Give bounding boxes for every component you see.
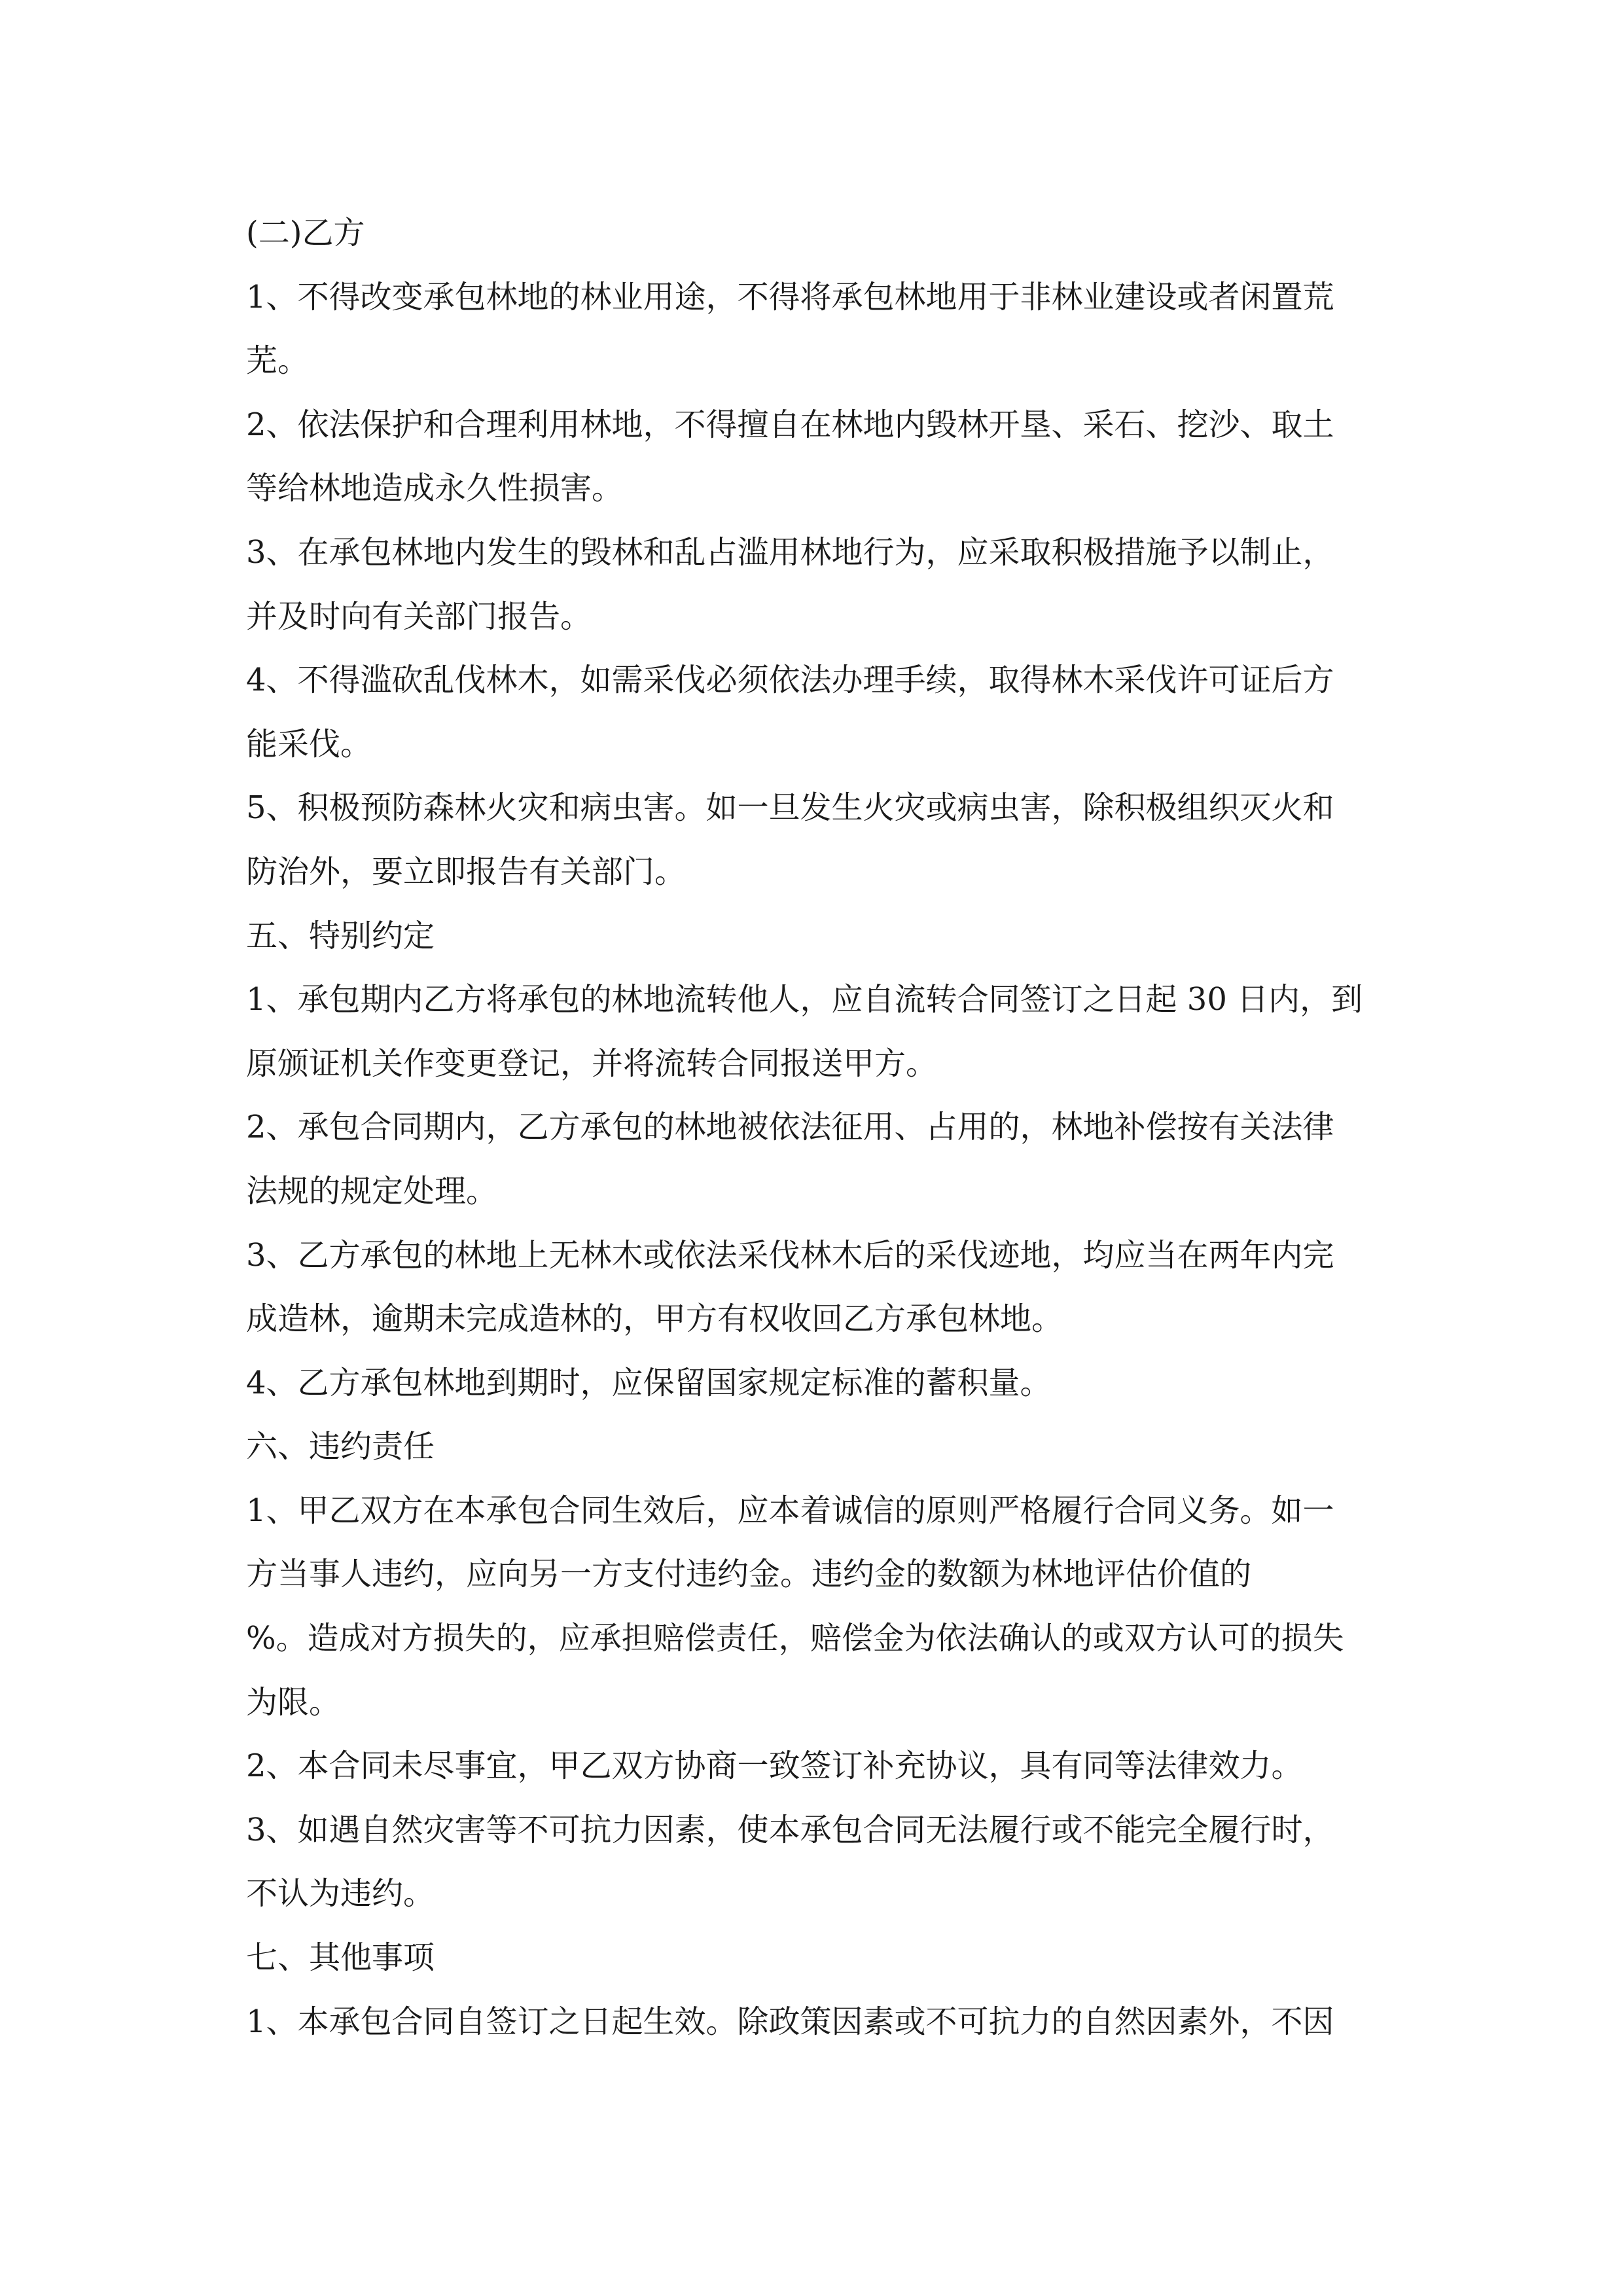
clause-line: 1、本承包合同自签订之日起生效。除政策因素或不可抗力的自然因素外，不因: [246, 2003, 1334, 2040]
document-body: [246, 202, 1378, 2054]
clause-line: 4、不得滥砍乱伐林木，如需采伐必须依法办理手续，取得林木采伐许可证后方: [246, 662, 1334, 699]
clause-line: 为限。: [246, 1683, 341, 1721]
clause-line: 方当事人违约，应向另一方支付违约金。违约金的数额为林地评估价值的: [246, 1556, 1252, 1593]
clause-line: 2、承包合同期内，乙方承包的林地被依法征用、占用的，林地补偿按有关法律: [246, 1109, 1334, 1146]
section-heading-party-b: (二)乙方: [246, 215, 365, 251]
section-heading-other-matters: 七、其他事项: [246, 1939, 435, 1977]
clause-line: 法规的规定处理。: [246, 1172, 498, 1210]
clause-line: 5、积极预防森林火灾和病虫害。如一旦发生火灾或病虫害，除积极组织灭火和: [246, 789, 1334, 827]
clause-line: 芜。: [246, 342, 310, 380]
clause-line: 等给林地造成永久性损害。: [246, 470, 624, 507]
clause-line: 原颁证机关作变更登记，并将流转合同报送甲方。: [246, 1045, 938, 1082]
section-heading-special-terms: 五、特别约定: [246, 917, 435, 954]
clause-line: 1、不得改变承包林地的林业用途，不得将承包林地用于非林业建设或者闲置荒: [246, 278, 1334, 315]
clause-line: 2、本合同未尽事宜，甲乙双方协商一致签订补充协议，具有同等法律效力。: [246, 1748, 1303, 1785]
clause-line: 3、如遇自然灾害等不可抗力因素，使本承包合同无法履行或不能完全履行时，: [246, 1811, 1334, 1848]
clause-line: 3、乙方承包的林地上无林木或依法采伐林木后的采伐迹地，均应当在两年内完: [246, 1236, 1334, 1274]
clause-line: 不认为违约。: [246, 1875, 435, 1912]
clause-line: 并及时向有关部门报告。: [246, 598, 592, 635]
clause-line: 3、在承包林地内发生的毁林和乱占滥用林地行为，应采取积极措施予以制止，: [246, 533, 1334, 571]
clause-line: %。造成对方损失的，应承担赔偿责任，赔偿金为依法确认的或双方认可的损失: [246, 1620, 1344, 1657]
clause-line: 能采伐。: [246, 725, 372, 762]
clause-line: 4、乙方承包林地到期时，应保留国家规定标准的蓄积量。: [246, 1364, 1052, 1401]
section-heading-liability: 六、违约责任: [246, 1428, 435, 1465]
clause-line: 1、承包期内乙方将承包的林地流转他人，应自流转合同签订之日起 30 日内，到: [246, 981, 1363, 1018]
clause-line: 防治外，要立即报告有关部门。: [246, 853, 687, 890]
clause-line: 1、甲乙双方在本承包合同生效后，应本着诚信的原则严格履行合同义务。如一: [246, 1492, 1334, 1529]
clause-line: 2、依法保护和合理利用林地，不得擅自在林地内毁林开垦、采石、挖沙、取土: [246, 406, 1334, 443]
clause-line: 成造林，逾期未完成造林的，甲方有权收回乙方承包林地。: [246, 1300, 1063, 1338]
